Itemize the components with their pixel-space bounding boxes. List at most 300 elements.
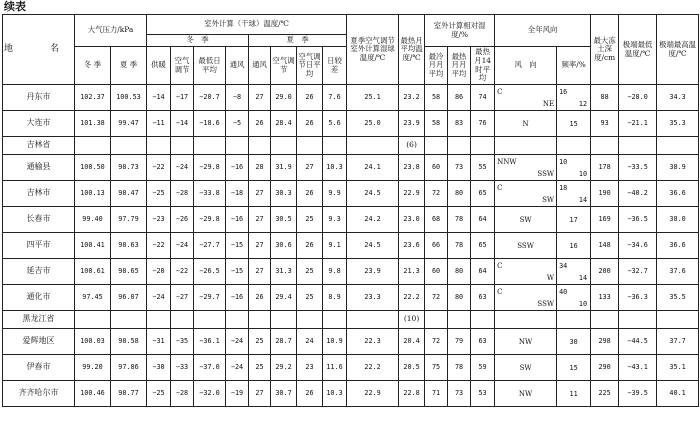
cell-pw: 99.20 xyxy=(75,355,111,381)
cell-r14: 65 xyxy=(471,233,495,259)
cell-acd: 26 xyxy=(297,181,323,207)
empty-cell xyxy=(619,311,657,329)
empty-cell xyxy=(75,311,111,329)
wind-frequency-box xyxy=(558,86,589,110)
wind-frequency-box xyxy=(558,260,589,284)
cell-dr: 10.3 xyxy=(323,381,347,407)
cell-rh: 83 xyxy=(448,111,471,137)
table-row xyxy=(3,155,699,181)
cell-heat: −22 xyxy=(147,233,171,259)
cell-r14: 76 xyxy=(471,111,495,137)
cell-emin: −36.3 xyxy=(619,285,657,311)
wind-frequency-box xyxy=(558,156,589,180)
table-row xyxy=(3,233,699,259)
wind-frequency-primary: 11 xyxy=(569,389,578,398)
cell-wb: 24.5 xyxy=(347,233,399,259)
cell-dr: 5.6 xyxy=(323,111,347,137)
wind-frequency-box xyxy=(558,112,589,136)
cell-wind-frequency xyxy=(557,181,591,207)
empty-cell xyxy=(194,137,226,155)
wind-frequency-primary: 15 xyxy=(569,363,578,372)
cell-vw: −24 xyxy=(226,329,249,355)
cell-frost: 169 xyxy=(591,207,619,233)
header-daily-range: 日较差 xyxy=(323,47,347,85)
wind-direction-box xyxy=(496,382,555,406)
wind-frequency-primary: 30 xyxy=(569,337,578,346)
cell-frost: 88 xyxy=(591,85,619,111)
cell-heat: −23 xyxy=(147,207,171,233)
cell-dr: 9.8 xyxy=(323,259,347,285)
cell-hm: 23.0 xyxy=(399,207,425,233)
cell-mind: −32.0 xyxy=(194,381,226,407)
cell-mind: −26.5 xyxy=(194,259,226,285)
cell-pw: 100.13 xyxy=(75,181,111,207)
cell-wind-frequency xyxy=(557,111,591,137)
header-pressure-summer: 夏 季 xyxy=(111,47,147,85)
cell-rc: 60 xyxy=(425,259,448,285)
empty-cell xyxy=(226,311,249,329)
empty-cell xyxy=(111,311,147,329)
cell-rh: 80 xyxy=(448,181,471,207)
wind-direction-primary: SW xyxy=(519,215,532,224)
cell-acw: −28 xyxy=(171,181,194,207)
cell-emax: 36.6 xyxy=(657,233,699,259)
cell-emax: 34.3 xyxy=(657,85,699,111)
wind-direction-box xyxy=(496,260,555,284)
cell-vw: −8 xyxy=(226,85,249,111)
cell-vs: 27 xyxy=(249,181,271,207)
province-row xyxy=(3,311,699,329)
empty-cell xyxy=(297,311,323,329)
station-name: 丹东市 xyxy=(3,85,75,111)
cell-r14: 74 xyxy=(471,85,495,111)
empty-cell xyxy=(323,311,347,329)
cell-rh: 80 xyxy=(448,259,471,285)
cell-pw: 100.61 xyxy=(75,259,111,285)
cell-heat: −24 xyxy=(147,285,171,311)
cell-frost: 93 xyxy=(591,111,619,137)
cell-vs: 27 xyxy=(249,207,271,233)
cell-mind: −29.7 xyxy=(194,285,226,311)
cell-dr: 9.9 xyxy=(323,181,347,207)
cell-emax: 36.6 xyxy=(657,181,699,207)
cell-emax: 35.1 xyxy=(657,355,699,381)
wind-frequency-secondary: 14 xyxy=(578,273,588,282)
cell-wind-direction xyxy=(495,381,557,407)
cell-emin: −36.5 xyxy=(619,207,657,233)
cell-ps: 99.47 xyxy=(111,111,147,137)
cell-r14: 65 xyxy=(471,181,495,207)
wind-frequency-primary: 15 xyxy=(569,119,578,128)
cell-acw: −24 xyxy=(171,233,194,259)
cell-wb: 24.5 xyxy=(347,181,399,207)
cell-emin: −33.5 xyxy=(619,155,657,181)
cell-emax: 38.9 xyxy=(657,155,699,181)
cell-acw: −24 xyxy=(171,155,194,181)
cell-vs: 28 xyxy=(249,155,271,181)
empty-cell xyxy=(557,137,591,155)
cell-acd: 23 xyxy=(297,355,323,381)
wind-direction-primary: C xyxy=(497,87,503,96)
cell-mind: −36.1 xyxy=(194,329,226,355)
cell-emin: −43.1 xyxy=(619,355,657,381)
cell-vs: 26 xyxy=(249,285,271,311)
cell-wb: 23.3 xyxy=(347,285,399,311)
cell-acs: 30.7 xyxy=(271,381,297,407)
cell-frost: 225 xyxy=(591,381,619,407)
cell-pw: 101.38 xyxy=(75,111,111,137)
cell-acs: 29.2 xyxy=(271,355,297,381)
continued-label: 续表 xyxy=(4,0,26,13)
province-row xyxy=(3,137,699,155)
cell-mind: −29.8 xyxy=(194,155,226,181)
wind-frequency-secondary: 10 xyxy=(578,299,588,308)
station-name: 爱辉地区 xyxy=(3,329,75,355)
cell-acd: 26 xyxy=(297,111,323,137)
cell-dr: 7.6 xyxy=(323,85,347,111)
empty-cell xyxy=(495,311,557,329)
empty-cell xyxy=(111,137,147,155)
cell-hm: 23.9 xyxy=(399,111,425,137)
cell-ps: 98.73 xyxy=(111,155,147,181)
cell-acd: 24 xyxy=(297,329,323,355)
cell-emax: 38.0 xyxy=(657,207,699,233)
header-extreme-min: 极端最低温度/℃ xyxy=(619,15,657,85)
empty-cell xyxy=(226,137,249,155)
cell-wind-direction xyxy=(495,155,557,181)
cell-mind: −20.7 xyxy=(194,85,226,111)
cell-wind-direction xyxy=(495,233,557,259)
wind-direction-box xyxy=(496,330,555,354)
empty-cell xyxy=(591,311,619,329)
cell-hm: 21.3 xyxy=(399,259,425,285)
cell-acs: 31.9 xyxy=(271,155,297,181)
cell-vs: 25 xyxy=(249,329,271,355)
empty-cell xyxy=(495,137,557,155)
wind-frequency-secondary: 14 xyxy=(578,195,588,204)
cell-acw: −17 xyxy=(171,85,194,111)
cell-rh: 80 xyxy=(448,285,471,311)
cell-rc: 72 xyxy=(425,181,448,207)
cell-wind-direction xyxy=(495,259,557,285)
cell-r14: 63 xyxy=(471,329,495,355)
cell-rc: 72 xyxy=(425,285,448,311)
cell-rc: 60 xyxy=(425,155,448,181)
wind-direction-box xyxy=(496,112,555,136)
cell-rc: 58 xyxy=(425,111,448,137)
empty-cell xyxy=(591,137,619,155)
cell-acd: 27 xyxy=(297,155,323,181)
cell-heat: −22 xyxy=(147,155,171,181)
header-ac-winter: 空气调节 xyxy=(171,47,194,85)
cell-vs: 26 xyxy=(249,111,271,137)
cell-vs: 27 xyxy=(249,381,271,407)
cell-vw: −16 xyxy=(226,155,249,181)
cell-dr: 9.3 xyxy=(323,207,347,233)
cell-rc: 71 xyxy=(425,381,448,407)
cell-wb: 22.2 xyxy=(347,355,399,381)
cell-vw: −18 xyxy=(226,181,249,207)
empty-cell xyxy=(171,137,194,155)
cell-acs: 28.4 xyxy=(271,111,297,137)
cell-acw: −14 xyxy=(171,111,194,137)
wind-direction-box xyxy=(496,356,555,380)
station-name: 通榆县 xyxy=(3,155,75,181)
header-vent-winter: 通风 xyxy=(226,47,249,85)
cell-acs: 30.3 xyxy=(271,181,297,207)
header-wind-frequency: 频率/% xyxy=(557,47,591,85)
table-row xyxy=(3,111,699,137)
cell-emin: −44.5 xyxy=(619,329,657,355)
table-row xyxy=(3,355,699,381)
header-place: 地 名 xyxy=(3,15,75,85)
table-row xyxy=(3,285,699,311)
wind-direction-box xyxy=(496,86,555,110)
cell-vs: 27 xyxy=(249,259,271,285)
cell-wb: 25.1 xyxy=(347,85,399,111)
empty-cell xyxy=(471,311,495,329)
wind-frequency-primary: 10 xyxy=(559,157,568,166)
cell-rc: 58 xyxy=(425,85,448,111)
cell-wind-direction xyxy=(495,181,557,207)
cell-frost: 190 xyxy=(591,181,619,207)
station-name: 四平市 xyxy=(3,233,75,259)
cell-vw: −16 xyxy=(226,207,249,233)
province-note: (6) xyxy=(399,137,425,155)
cell-ps: 97.86 xyxy=(111,355,147,381)
wind-direction-secondary: NE xyxy=(542,99,555,108)
cell-wind-frequency xyxy=(557,207,591,233)
cell-pw: 99.40 xyxy=(75,207,111,233)
cell-wind-direction xyxy=(495,85,557,111)
cell-hm: 22.2 xyxy=(399,285,425,311)
empty-cell xyxy=(147,137,171,155)
cell-rh: 78 xyxy=(448,355,471,381)
cell-pw: 100.03 xyxy=(75,329,111,355)
table-row xyxy=(3,259,699,285)
cell-wind-direction xyxy=(495,207,557,233)
cell-wind-frequency xyxy=(557,285,591,311)
cell-emax: 35.3 xyxy=(657,111,699,137)
cell-wb: 24.1 xyxy=(347,155,399,181)
station-name: 通化市 xyxy=(3,285,75,311)
cell-acd: 25 xyxy=(297,259,323,285)
wind-direction-primary: NW xyxy=(518,337,533,346)
wind-direction-box xyxy=(496,208,555,232)
cell-frost: 200 xyxy=(591,259,619,285)
cell-dr: 11.6 xyxy=(323,355,347,381)
cell-wb: 22.9 xyxy=(347,381,399,407)
station-name: 齐齐哈尔市 xyxy=(3,381,75,407)
cell-acw: −26 xyxy=(171,207,194,233)
header-winter: 冬 季 xyxy=(147,35,249,47)
header-hottest-month-avg: 最热月平均温度/℃ xyxy=(399,15,425,85)
cell-r14: 59 xyxy=(471,355,495,381)
wind-frequency-primary: 16 xyxy=(569,241,578,250)
station-name: 伊春市 xyxy=(3,355,75,381)
cell-acd: 26 xyxy=(297,233,323,259)
cell-acs: 28.7 xyxy=(271,329,297,355)
cell-ps: 98.47 xyxy=(111,181,147,207)
cell-vs: 27 xyxy=(249,85,271,111)
cell-acs: 29.0 xyxy=(271,85,297,111)
cell-dr: 10.9 xyxy=(323,329,347,355)
cell-dr: 9.1 xyxy=(323,233,347,259)
cell-rh: 86 xyxy=(448,85,471,111)
cell-acw: −35 xyxy=(171,329,194,355)
cell-wind-direction xyxy=(495,111,557,137)
empty-cell xyxy=(323,137,347,155)
cell-wind-frequency xyxy=(557,259,591,285)
cell-acw: −22 xyxy=(171,259,194,285)
station-name: 大连市 xyxy=(3,111,75,137)
wind-direction-primary: SSW xyxy=(517,241,534,250)
cell-rh: 78 xyxy=(448,207,471,233)
wind-direction-box xyxy=(496,156,555,180)
empty-cell xyxy=(171,311,194,329)
empty-cell xyxy=(249,311,271,329)
cell-rc: 66 xyxy=(425,233,448,259)
cell-hm: 20.5 xyxy=(399,355,425,381)
cell-acd: 26 xyxy=(297,85,323,111)
cell-dr: 8.9 xyxy=(323,285,347,311)
cell-acs: 29.4 xyxy=(271,285,297,311)
station-name: 延吉市 xyxy=(3,259,75,285)
wind-direction-secondary: SSW xyxy=(537,169,555,178)
empty-cell xyxy=(619,137,657,155)
cell-vs: 25 xyxy=(249,355,271,381)
cell-rh: 79 xyxy=(448,329,471,355)
empty-cell xyxy=(297,137,323,155)
header-vent-summer: 通风 xyxy=(249,47,271,85)
cell-emin: −21.1 xyxy=(619,111,657,137)
empty-cell xyxy=(557,311,591,329)
cell-frost: 290 xyxy=(591,355,619,381)
cell-heat: −25 xyxy=(147,181,171,207)
cell-ps: 97.79 xyxy=(111,207,147,233)
cell-vw: −15 xyxy=(226,233,249,259)
cell-acd: 26 xyxy=(297,381,323,407)
wind-frequency-primary: 17 xyxy=(569,215,578,224)
cell-acd: 25 xyxy=(297,207,323,233)
cell-emin: −34.6 xyxy=(619,233,657,259)
cell-r14: 64 xyxy=(471,207,495,233)
wind-direction-primary: C xyxy=(497,183,503,192)
wind-frequency-box xyxy=(558,382,589,406)
wind-frequency-primary: 18 xyxy=(559,183,568,192)
empty-cell xyxy=(425,311,448,329)
header-outdoor-temp: 室外计算（干球）温度/℃ xyxy=(147,15,347,35)
empty-cell xyxy=(75,137,111,155)
wind-frequency-primary: 34 xyxy=(559,261,568,270)
cell-vw: −5 xyxy=(226,111,249,137)
table-body xyxy=(3,85,699,407)
cell-hm: 23.2 xyxy=(399,85,425,111)
wind-direction-secondary: SW xyxy=(542,195,555,204)
province-name: 吉林省 xyxy=(3,137,75,155)
header-coldest-month: 最冷月月平均 xyxy=(425,47,448,85)
empty-cell xyxy=(471,137,495,155)
header-min-daily-avg: 最低日平均 xyxy=(194,47,226,85)
cell-frost: 133 xyxy=(591,285,619,311)
wind-direction-primary: N xyxy=(522,119,529,128)
wind-frequency-primary: 40 xyxy=(559,287,568,296)
cell-pw: 100.41 xyxy=(75,233,111,259)
cell-wind-direction xyxy=(495,329,557,355)
wind-direction-primary: NW xyxy=(518,389,533,398)
empty-cell xyxy=(347,311,399,329)
table-row xyxy=(3,85,699,111)
cell-emax: 35.5 xyxy=(657,285,699,311)
cell-pw: 100.46 xyxy=(75,381,111,407)
cell-heat: −11 xyxy=(147,111,171,137)
cell-r14: 53 xyxy=(471,381,495,407)
cell-hm: 22.8 xyxy=(399,381,425,407)
cell-emin: −39.5 xyxy=(619,381,657,407)
cell-acw: −27 xyxy=(171,285,194,311)
empty-cell xyxy=(249,137,271,155)
cell-rc: 72 xyxy=(425,329,448,355)
empty-cell xyxy=(657,137,699,155)
empty-cell xyxy=(448,137,471,155)
cell-acs: 30.6 xyxy=(271,233,297,259)
cell-rc: 68 xyxy=(425,207,448,233)
header-ac-summer: 空气调节 xyxy=(271,47,297,85)
cell-rh: 73 xyxy=(448,155,471,181)
cell-frost: 298 xyxy=(591,329,619,355)
cell-rc: 75 xyxy=(425,355,448,381)
cell-wb: 22.3 xyxy=(347,329,399,355)
empty-cell xyxy=(425,137,448,155)
cell-wind-frequency xyxy=(557,233,591,259)
header-pressure: 大气压力/kPa xyxy=(75,15,147,47)
cell-acs: 31.3 xyxy=(271,259,297,285)
empty-cell xyxy=(271,137,297,155)
header-annual-wind: 全年风向 xyxy=(495,15,591,47)
table-row xyxy=(3,207,699,233)
station-name: 长春市 xyxy=(3,207,75,233)
cell-ps: 98.65 xyxy=(111,259,147,285)
empty-cell xyxy=(194,311,226,329)
cell-wb: 25.0 xyxy=(347,111,399,137)
cell-ps: 98.58 xyxy=(111,329,147,355)
cell-frost: 148 xyxy=(591,233,619,259)
cell-wb: 23.9 xyxy=(347,259,399,285)
cell-emax: 37.6 xyxy=(657,259,699,285)
cell-wind-frequency xyxy=(557,155,591,181)
wind-frequency-primary: 16 xyxy=(559,87,568,96)
cell-hm: 23.8 xyxy=(399,155,425,181)
wind-direction-primary: C xyxy=(497,287,503,296)
wind-direction-primary: NNW xyxy=(497,157,517,166)
header-wet-bulb: 夏季空气调节室外计算湿球温度/℃ xyxy=(347,15,399,85)
wind-direction-primary: C xyxy=(497,261,503,270)
cell-emax: 37.7 xyxy=(657,329,699,355)
cell-hm: 20.4 xyxy=(399,329,425,355)
cell-mind: −37.0 xyxy=(194,355,226,381)
cell-ps: 100.53 xyxy=(111,85,147,111)
cell-frost: 178 xyxy=(591,155,619,181)
wind-direction-box xyxy=(496,286,555,310)
cell-wind-direction xyxy=(495,355,557,381)
header-hottest-month-rh: 最热月月平均 xyxy=(448,47,471,85)
wind-frequency-box xyxy=(558,356,589,380)
cell-wind-frequency xyxy=(557,329,591,355)
cell-r14: 64 xyxy=(471,259,495,285)
cell-ps: 96.07 xyxy=(111,285,147,311)
cell-pw: 102.37 xyxy=(75,85,111,111)
empty-cell xyxy=(448,311,471,329)
